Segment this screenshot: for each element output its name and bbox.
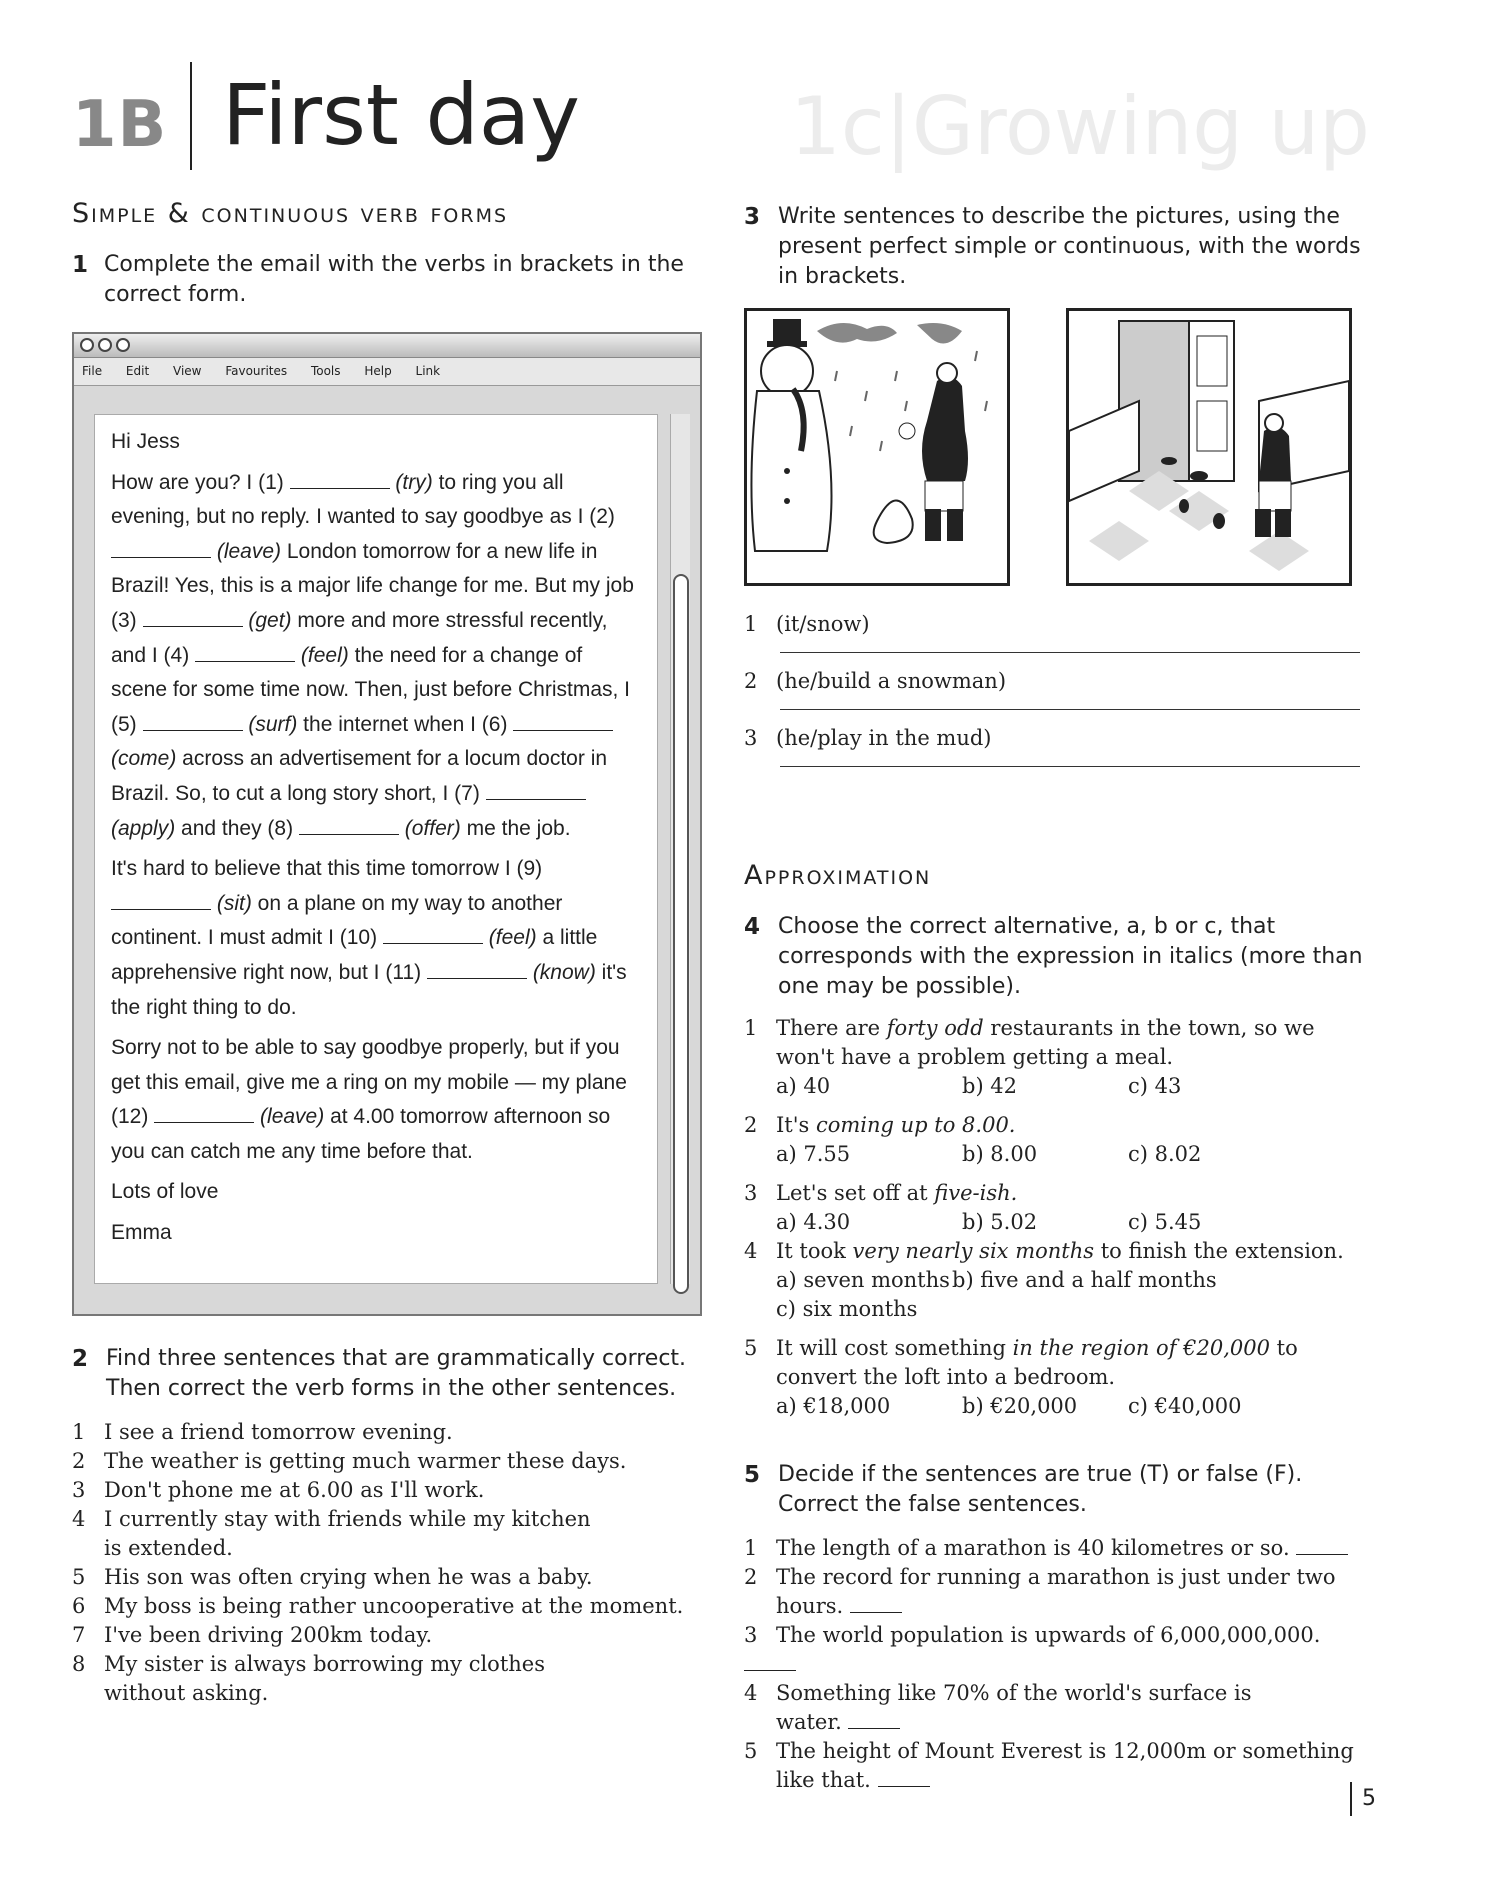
section-heading-approximation: Approximation — [744, 860, 932, 891]
answer-line[interactable] — [780, 766, 1360, 767]
answer-line[interactable] — [780, 709, 1360, 710]
window-titlebar — [74, 334, 700, 358]
kitchen-scene-illustration — [1069, 311, 1349, 583]
options-row: a) €18,000 b) €20,000 c) €40,000 — [776, 1394, 1242, 1418]
gap-12[interactable] — [154, 1105, 254, 1123]
gap-8[interactable] — [299, 817, 399, 835]
options-row: a) 40 b) 42 c) 43 — [776, 1074, 1182, 1098]
list-item: 8 My sister is always borrowing my clothes — [72, 1652, 545, 1676]
next-unit-ghost-title: 1c|Growing up — [790, 80, 1370, 173]
exercise-number: 2 — [72, 1346, 89, 1372]
gap-10[interactable] — [383, 926, 483, 944]
gap-4[interactable] — [195, 644, 295, 662]
exercise-number: 3 — [744, 204, 761, 230]
list-item: 4 Something like 70% of the world's surface is — [744, 1681, 1252, 1705]
list-item: is extended. — [104, 1536, 233, 1560]
instruction-text: Find three sentences that are grammatically correct. Then correct the verb forms in the other sentences. — [106, 1346, 687, 1401]
email-body — [94, 414, 658, 1284]
email-signature: Emma — [111, 1221, 172, 1245]
exercise-2-list — [72, 1418, 712, 1708]
minimize-icon[interactable] — [98, 338, 112, 352]
list-item: 1 There are forty odd restaurants in the town, so we — [744, 1016, 1315, 1040]
menu-favourites[interactable]: Favourites — [225, 364, 288, 378]
instruction-text: Decide if the sentences are true (T) or false (F). Correct the false sentences. — [778, 1462, 1303, 1517]
menu-tools[interactable]: Tools — [310, 364, 341, 378]
exercise-number: 5 — [744, 1462, 761, 1488]
menu-file[interactable]: File — [82, 364, 103, 378]
answer-blank[interactable] — [850, 1612, 902, 1613]
gap-2[interactable] — [111, 540, 211, 558]
exercise-4-instruction — [744, 912, 1364, 1002]
title-divider — [190, 62, 192, 170]
menu-view[interactable]: View — [173, 364, 202, 378]
zoom-icon[interactable] — [116, 338, 130, 352]
list-item: 1 The length of a marathon is 40 kilometres or so. — [744, 1534, 1364, 1563]
options-row: a) 4.30 b) 5.02 c) 5.45 — [776, 1210, 1202, 1234]
list-item: 2 (he/build a snowman) — [744, 669, 1007, 693]
gap-5[interactable] — [143, 713, 243, 731]
page-title: First day — [222, 66, 580, 164]
list-item: 5 The height of Mount Everest is 12,000m or something — [744, 1739, 1354, 1763]
exercise-4-list: 1 There are forty odd restaurants in the town, so we won't have a problem getting a meal. a) 40 b) 42 c) 43 2 It's coming up to 8.00. a) 7.55 b) 8.00 c) 8.02 3 Let's set off at five-ish. a) 4.30 b) 5.02 c) 5.45 4 It took very nearly six months to finish the extension. a) seven monthsb) five and a half months c) six months 5 It will cost something in the region of €20,000 to convert the loft into a bedroom. a) €18,000 b) €20,000 c) €40,000 — [744, 1014, 1364, 1421]
instruction-text: Complete the email with the verbs in brackets in the correct form. — [104, 252, 684, 307]
options-row: a) 7.55 b) 8.00 c) 8.02 — [776, 1142, 1202, 1166]
instruction-text: Write sentences to describe the pictures, using the present perfect simple or continuous, with the words in brackets. — [778, 204, 1361, 289]
answer-blank[interactable] — [878, 1786, 930, 1787]
list-item: 6 My boss is being rather uncooperative at the moment. — [72, 1594, 684, 1618]
exercise-3-list — [744, 610, 1364, 767]
menu-link[interactable]: Link — [415, 364, 441, 378]
email-greeting: Hi Jess — [111, 430, 180, 453]
list-item: 4 It took very nearly six months to finish the extension. — [744, 1239, 1344, 1263]
snowman-scene-illustration — [747, 311, 1007, 583]
list-item: 5 His son was often crying when he was a baby. — [72, 1565, 593, 1589]
email-paragraph-1: How are you? I (1) (try) to ring you all evening, but no reply. I wanted to say goodbye as I (2) (leave) London tomorrow for a new life in Brazil! Yes, this is a major life change for me. But my job (3) (get) more and more stressful recently, and I (4) (feel) the need for a change of scene for some time now. Then, just before Christmas, I (5) (surf) the internet when I (6) (come) across an advertisement for a locum doctor in Brazil. So, to cut a long story short, I (7) (apply) and they (8) (offer) me the job. — [111, 470, 634, 840]
menu-bar — [74, 358, 700, 386]
unit-label: 1B — [72, 88, 168, 162]
list-item: 2 The record for running a marathon is just under two — [744, 1565, 1336, 1589]
email-paragraph-2: It's hard to believe that this time tomorrow I (9) (sit) on a plane on my way to another continent. I must admit I (10) (feel) a little apprehensive right now, but I (11) (know) it's the right thing to do. — [111, 857, 627, 1019]
menu-help[interactable]: Help — [364, 364, 392, 378]
list-item: 4 I currently stay with friends while my kitchen — [72, 1507, 591, 1531]
list-item: 7 I've been driving 200km today. — [72, 1623, 433, 1647]
scrollbar[interactable] — [670, 414, 690, 1284]
list-item: 3 The world population is upwards of 6,000,000,000. — [744, 1621, 1364, 1679]
exercise-number: 4 — [744, 914, 761, 940]
gap-6[interactable] — [513, 713, 613, 731]
email-window — [72, 332, 702, 1316]
menu-edit[interactable]: Edit — [125, 364, 150, 378]
answer-blank[interactable] — [1296, 1554, 1348, 1555]
exercise-2-instruction — [72, 1344, 702, 1404]
kitchen-mud-picture — [1066, 308, 1352, 586]
list-item: 1 (it/snow) — [744, 612, 870, 636]
exercise-1-instruction — [72, 250, 692, 310]
section-heading-verb-forms: Simple & continuous verb forms — [72, 198, 509, 229]
list-item: without asking. — [104, 1681, 269, 1705]
list-item: 3 Don't phone me at 6.00 as I'll work. — [72, 1478, 485, 1502]
exercise-number: 1 — [72, 252, 89, 278]
email-closing: Lots of love — [111, 1180, 219, 1204]
options-row: a) seven monthsb) five and a half months — [776, 1268, 1217, 1292]
gap-11[interactable] — [427, 961, 527, 979]
list-item: 2 The weather is getting much warmer these days. — [72, 1449, 627, 1473]
list-item: 2 It's coming up to 8.00. — [744, 1113, 1016, 1137]
answer-blank[interactable] — [848, 1728, 900, 1729]
gap-3[interactable] — [143, 609, 243, 627]
exercise-5-list: 1 The length of a marathon is 40 kilometres or so. 2 The record for running a marathon is just under two hours. 3 The world population is upwards of 6,000,000,000. 4 Something like 70% of the world's surface is water. 5 The height of Mount Everest is 12,000m or something like that. — [744, 1534, 1364, 1795]
page-number: 5 — [1362, 1786, 1376, 1811]
list-item: 3 Let's set off at five-ish. — [744, 1181, 1018, 1205]
gap-7[interactable] — [486, 782, 586, 800]
page-number-divider — [1350, 1782, 1352, 1816]
list-item: 1 I see a friend tomorrow evening. — [72, 1420, 453, 1444]
close-icon[interactable] — [80, 338, 94, 352]
list-item: 5 It will cost something in the region of €20,000 to — [744, 1336, 1298, 1360]
scrollbar-thumb[interactable] — [673, 574, 689, 1294]
email-paragraph-3: Sorry not to be able to say goodbye properly, but if you get this email, give me a ring on my mobile — my plane (12) (leave) at 4.00 tomorrow afternoon so you can catch me any time before that. — [111, 1036, 627, 1163]
gap-1[interactable] — [290, 471, 390, 489]
list-item: 3 (he/play in the mud) — [744, 726, 992, 750]
snowman-picture — [744, 308, 1010, 586]
exercise-3-instruction — [744, 202, 1364, 292]
answer-blank[interactable] — [744, 1670, 796, 1671]
instruction-text: Choose the correct alternative, a, b or c, that corresponds with the expression in italics (more than one may be possible). — [778, 914, 1363, 999]
gap-9[interactable] — [111, 892, 211, 910]
exercise-5-instruction — [744, 1460, 1364, 1520]
answer-line[interactable] — [780, 652, 1360, 653]
